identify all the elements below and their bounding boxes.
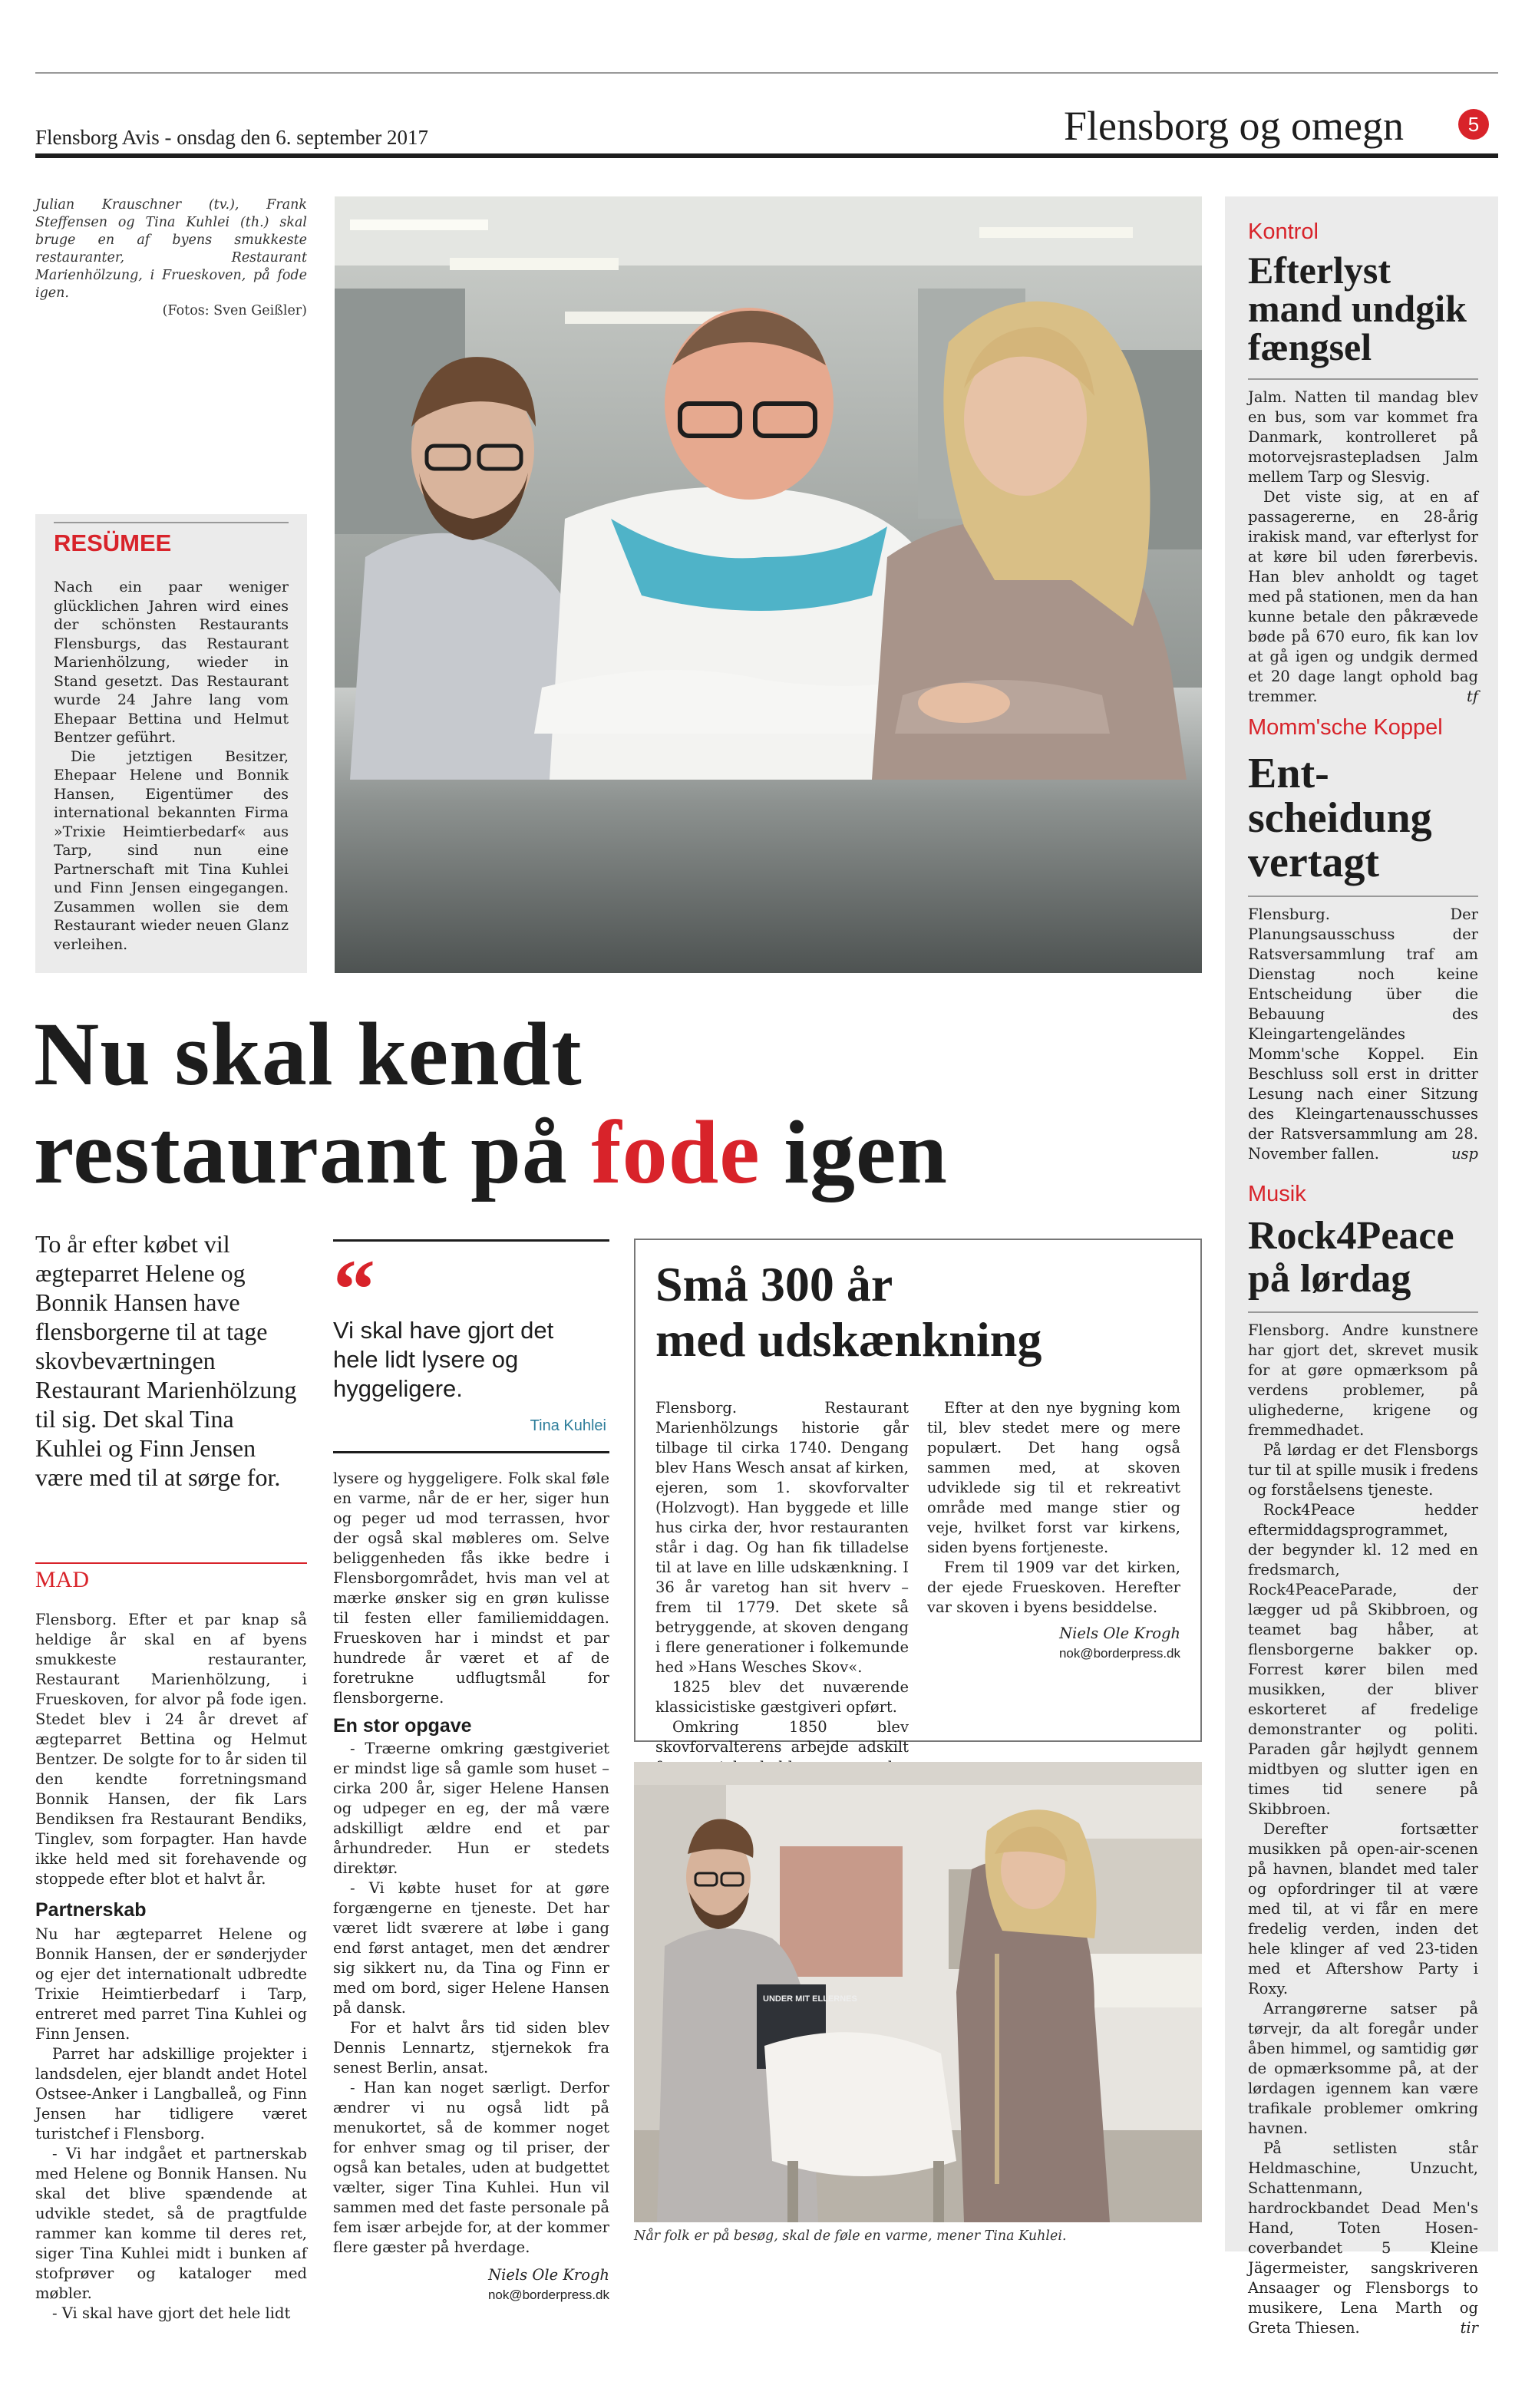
sidebar-s3-label: Musik bbox=[1248, 1182, 1306, 1206]
quote-text: Vi skal have gjort det hele lidt lysere og hyggeligere. bbox=[333, 1317, 554, 1402]
sidebar-s1-p1: Jalm. Natten til mandag blev en bus, som var kommet fra Danmark, kontrolleret på motorvejsrastepladsen Jalm mellem Tarp og Slesvig. bbox=[1248, 388, 1478, 486]
sidebar-s3-p6: På setlisten står Heldmaschine, Unzucht, Schattenmann, hardrockbandet Dead Men's Hand, Toten Hosen-coverbandet 5 Kleine Jägermeister, sangskriveren Ansaager og Flensborgs to musikere, Lena Marth og Greta Thiesen. bbox=[1248, 2139, 1478, 2337]
quote-top-rule bbox=[333, 1239, 609, 1242]
quote-bottom-rule bbox=[333, 1451, 609, 1453]
sidebar-s3-rule bbox=[1248, 1311, 1478, 1313]
article-email: nok@borderpress.dk bbox=[487, 2288, 609, 2302]
article-column-1 bbox=[35, 1610, 307, 2324]
sidebar-s2-label: Momm'sche Koppel bbox=[1248, 715, 1443, 740]
top-rule bbox=[35, 72, 1498, 74]
main-headline-line2 bbox=[34, 1103, 1216, 1202]
sidebar-s2-text bbox=[1248, 905, 1478, 1164]
quote-author: Tina Kuhlei bbox=[530, 1417, 606, 1434]
photo-three-people-kitchen bbox=[335, 196, 1202, 973]
resumee-p2: Die jetztigen Besitzer, Ehepaar Helene und Bonnik Hansen, Eigentümer des international bekannten Firma »Trixie Heimtierbedarf« aus Tarp, sind nun eine Partnerschaft mit Tina Kuhlei und Finn Jensen eingegangen. Zusammen wollen sie dem Restaurant wieder neuen Glanz verleihen. bbox=[54, 747, 289, 953]
history-p5: Frem til 1909 var det kirken, der ejede Frueskoven. Herefter var skoven i byens besiddelse. bbox=[927, 1559, 1180, 1616]
history-p2: 1825 blev det nuværende klassicistiske gæstgiveri opført. bbox=[655, 1678, 909, 1716]
article-p4: - Vi har indgået et partnerskab med Helene og Bonnik Hansen. Nu skal det blive spændende at udvikle stedet, så de pragtfulde rammer kan komme til deres ret, siger Tina Kuhlei midt i bunken af stofprøver og kataloger med møbler. bbox=[35, 2145, 307, 2302]
history-author: Niels Ole Krogh bbox=[1059, 1625, 1180, 1642]
sidebar-s3-p2: På lørdag er det Flensborgs tur til at spille musik i fredens og forståelsens tjeneste. bbox=[1248, 1441, 1478, 1499]
sidebar-s2-p1: Flensburg. Der Planungsausschuss der Ratsversammlung traf am Dienstag noch keine Entscheidung über die Bebauung des Kleingartengeländes Momm'sche Koppel. Ein Beschluss soll erst in dritter Lesung nach einer Sitzung des Kleingartenausschusses der Ratsversammlung am 28. November fallen. bbox=[1248, 905, 1478, 1163]
page-number-badge bbox=[1458, 109, 1489, 140]
article-intro: To år efter købet vil ægteparret Helene og Bonnik Hansen have flensborgerne til at tage skovbeværtningen Restaurant Marienhölzung til sig. Det skal Tina Kuhlei og Finn Jensen være med til at sørge for. bbox=[35, 1230, 297, 1491]
sidebar-s1-headline bbox=[1248, 251, 1478, 366]
history-column-2 bbox=[927, 1398, 1180, 1664]
book-title: UNDER MIT ELLERNES bbox=[763, 1994, 857, 2004]
sidebar-s1-headline-line2: mand undgik bbox=[1248, 287, 1467, 330]
sidebar-s1-label: Kontrol bbox=[1248, 219, 1319, 244]
article-p2: Nu har ægteparret Helene og Bonnik Hansen, der er sønderjyder og ejer det internationalt udbredte Trixie Heimtierbedarf i Tarp, entreret med parret Tina Kuhlei og Finn Jensen. bbox=[35, 1925, 307, 2043]
article-p6: lysere og hyggeligere. Folk skal føle en varme, når de er her, siger hun og peger ud mod terrassen, hvor der også skal møbleres om. Selve beliggenheden fås ikke bedre i Flensborgområdet, hvis man vel at mærke ønsker sig en grøn kulisse til festen eller familiemiddagen. Frueskoven har i mindst et par hundrede år været et af de foretrukne udflugtsmål for flensborgerne. bbox=[333, 1470, 609, 1707]
history-box bbox=[634, 1239, 1202, 1756]
history-email: nok@borderpress.dk bbox=[1058, 1646, 1180, 1661]
article-p9: For et halvt års tid siden blev Dennis Lennartz, stjernekok fra senest Berlin, ansat. bbox=[333, 2019, 609, 2076]
resumee-p1: Nach ein paar weniger glücklichen Jahren wird eines der schönsten Restaurants Flensburgs, das Restaurant Marienhölzung, wieder in Stand gesetzt. Das Restaurant wurde 24 Jahre lang vom Ehepaar Bettina und Helmut Bentzer geführt. bbox=[54, 579, 289, 746]
history-headline bbox=[655, 1257, 1041, 1367]
article-p8: - Vi købte huset for at gøre forgængerne en tjeneste. Det har været lidt sværere at løbe i gang end først antaget, men det ændrer sig sikkert nu, da Tina og Finn er med om bord, siger Helene Hansen på dansk. bbox=[333, 1879, 609, 2017]
sidebar-s2-rule bbox=[1248, 896, 1478, 897]
article-p10: - Han kan noget særligt. Derfor ændrer vi nu også lidt på menukortet, så de kommer noget for enhver smag og til priser, der også kan betales, uden at budgettet vælter, siger Tina Kuhlei. Hun vil sammen med det faste personale på fem især arbejde for, at der kommer flere gæster på hverdage. bbox=[333, 2079, 609, 2256]
sidebar-s3-p5: Arrangørerne satser på tørvejr, da alt foregår under åben himmel, og samtidig gør de opmærksomme på, at der lørdagen igennem kan være trafikale problemer omkring havnen. bbox=[1248, 2000, 1478, 2137]
sidebar-s1-text bbox=[1248, 388, 1478, 707]
history-p4: Efter at den nye bygning kom til, blev stedet mere og mere populært. Det hang også sammen med, at skoven udviklede sig til et rekreativt område med mange stier og veje, hvilket forst var kirkens, siden byens fortjeneste. bbox=[927, 1399, 1180, 1556]
sidebar-s2-headline-line3: vertagt bbox=[1248, 839, 1380, 886]
sidebar-s3-headline bbox=[1248, 1215, 1478, 1301]
resumee-rule bbox=[54, 522, 289, 523]
sidebar-s2-headline-line1: Ent- bbox=[1248, 750, 1329, 797]
quote-mark: “ bbox=[333, 1242, 375, 1336]
photo1-caption-text: Julian Krauschner (tv.), Frank Steffensen og Tina Kuhlei (th.) skal bruge en af byens smukkeste restauranter, Restaurant Marienhölzung, i Frueskoven, på fode igen. bbox=[35, 197, 307, 301]
sidebar-s1-p2: Det viste sig, at en af passagererne, en 28-årig irakisk mand, var efterlyst for at køre bil uden førerbevis. Han blev anholdt og taget med på stationen, men da han kunne betale den påkrævede bøde på 670 euro, fik kan lov at gå igen og undgik dermed et 20 dage langt ophold bag tremmer. bbox=[1248, 488, 1478, 705]
page-number: 5 bbox=[1467, 113, 1480, 136]
sidebar-s2-headline bbox=[1248, 751, 1478, 885]
article-p5: - Vi skal have gjort det hele lidt bbox=[52, 2304, 291, 2322]
article-subhead-opgave: En stor opgave bbox=[333, 1715, 472, 1737]
sidebar-s3-p3: Rock4Peace hedder eftermiddagsprogrammet, der begynder kl. 12 med en fredsmarch, Rock4PeaceParade, der lægger ud på Skibbroen, og teamet bag håber, at flensborgerne bakker op. Forrest kører bilen med musikken, der bliver eskorteret af fredelige demonstranter og politi. Paraden går højlydt gennem midtbyen og slutter igen en times tid senere på Skibbroen. bbox=[1248, 1501, 1478, 1818]
article-subhead-partnerskab: Partnerskab bbox=[35, 1899, 147, 1921]
sidebar-s2-sign: usp bbox=[1451, 1145, 1478, 1163]
sidebar-s3-p4: Derefter fortsætter musikken på open-air-scenen på havnen, blandet med taler og opfordringer til at være med til, at vi får en mere fredelig verden, inden det hele klinger af ved 23-tiden med et Aftershow Party i Roxy. bbox=[1248, 1820, 1478, 1997]
right-sidebar bbox=[1225, 196, 1498, 2337]
photo1-caption bbox=[35, 196, 307, 320]
history-p3: Omkring 1850 blev skovforvalterens arbejde adskilt bbox=[655, 1718, 909, 1756]
pull-quote bbox=[333, 1239, 609, 1462]
article-p3: Parret har adskillige projekter i landsdelen, ejer blandt andet Hotel Ostsee-Anker i Langballeå, og Finn Jensen har tidligere været turistchef i Flensborg. bbox=[35, 2045, 307, 2142]
article-p7: - Træerne omkring gæstgiveriet er mindst lige så gamle som huset – cirka 200 år, siger Helene Hansen og udpeger en eg, der må være adskilligt ældre end et par århundreder. Hun er stedets direktør. bbox=[333, 1740, 609, 1877]
main-headline-line1: Nu skal kendt bbox=[34, 1004, 583, 1104]
main-headline-line2-start: restaurant på bbox=[34, 1102, 592, 1202]
history-headline-line1: Små 300 år bbox=[655, 1257, 893, 1311]
main-headline bbox=[34, 1005, 1216, 1202]
sidebar-s1-headline-line3: fængsel bbox=[1248, 325, 1372, 368]
sidebar-s1-sign: tf bbox=[1466, 688, 1478, 705]
article-p1: Flensborg. Efter et par knap så heldige år skal en af byens smukkeste restauranter, Restaurant Marienhölzung, i Frueskoven, for alvor på fode igen. Stedet blev i 24 år drevet af ægteparret Bettina og Helmut Bentzer. De solgte for to år siden til den kendte forretningsmand Bonnik Hansen, der fik Lars Bendiksen fra Restaurant Bendiks, Tinglev, som forpagter. Han havde ikke held med sit forehavende og stoppede efter blot et halvt år. bbox=[35, 1611, 307, 1888]
sidebar-s3-p1: Flensborg. Andre kunstnere har gjort det, skrevet musik for at gøre opmærksom på verdens problemer, på ulighederne, krigene og fremmedhadet. bbox=[1248, 1321, 1478, 1439]
history-headline-line2: med udskænkning bbox=[655, 1312, 1042, 1367]
header-rule bbox=[35, 153, 1498, 158]
sidebar-s3-headline-line1: Rock4Peace bbox=[1248, 1214, 1454, 1258]
article-author: Niels Ole Krogh bbox=[488, 2266, 609, 2284]
sidebar-s3-sign: tir bbox=[1460, 2319, 1478, 2337]
section-title: Flensborg og omegn bbox=[1064, 103, 1404, 149]
category-label: MAD bbox=[35, 1567, 90, 1592]
resumee-label: RESÜMEE bbox=[54, 529, 172, 556]
sidebar-s1-headline-line1: Efterlyst bbox=[1248, 249, 1391, 292]
sidebar-s1-rule bbox=[1248, 378, 1478, 380]
sidebar-s3-headline-line2: på lørdag bbox=[1248, 1257, 1411, 1301]
history-p1: Flensborg. Restaurant Marienhölzungs historie går tilbage til cirka 1740. Dengang blev Hans Wesch ansat af kirken, ejeren, som 1. skovforvalter (Holzvogt). Han byggede et lille hus cirka der, hvor restauranten står i dag. Og han fik tilladelse til at lave en lille udskænkning. I 36 år varetog han sit hverv – frem til 1779. Det skete så betryggende, at skoven dengang i flere generationer i folkemunde hed »Hans Wesches Skov«. bbox=[655, 1399, 909, 1676]
photo1-caption-credit: (Fotos: Sven Geißler) bbox=[162, 303, 307, 318]
sidebar-s3-text bbox=[1248, 1321, 1478, 2338]
photo-two-people-restaurant bbox=[634, 1762, 1202, 2222]
sidebar-s2-headline-line2: scheidung bbox=[1248, 794, 1432, 842]
photo2-caption: Når folk er på besøg, skal de føle en varme, mener Tina Kuhlei. bbox=[634, 2228, 1067, 2244]
publication-date: Flensborg Avis - onsdag den 6. september 2017 bbox=[35, 126, 428, 149]
main-headline-line2-end: igen bbox=[760, 1102, 948, 1202]
article-column-2 bbox=[333, 1469, 609, 2305]
category-rule bbox=[35, 1562, 307, 1564]
main-headline-highlight: fode bbox=[591, 1102, 761, 1202]
resumee-box bbox=[35, 514, 307, 973]
